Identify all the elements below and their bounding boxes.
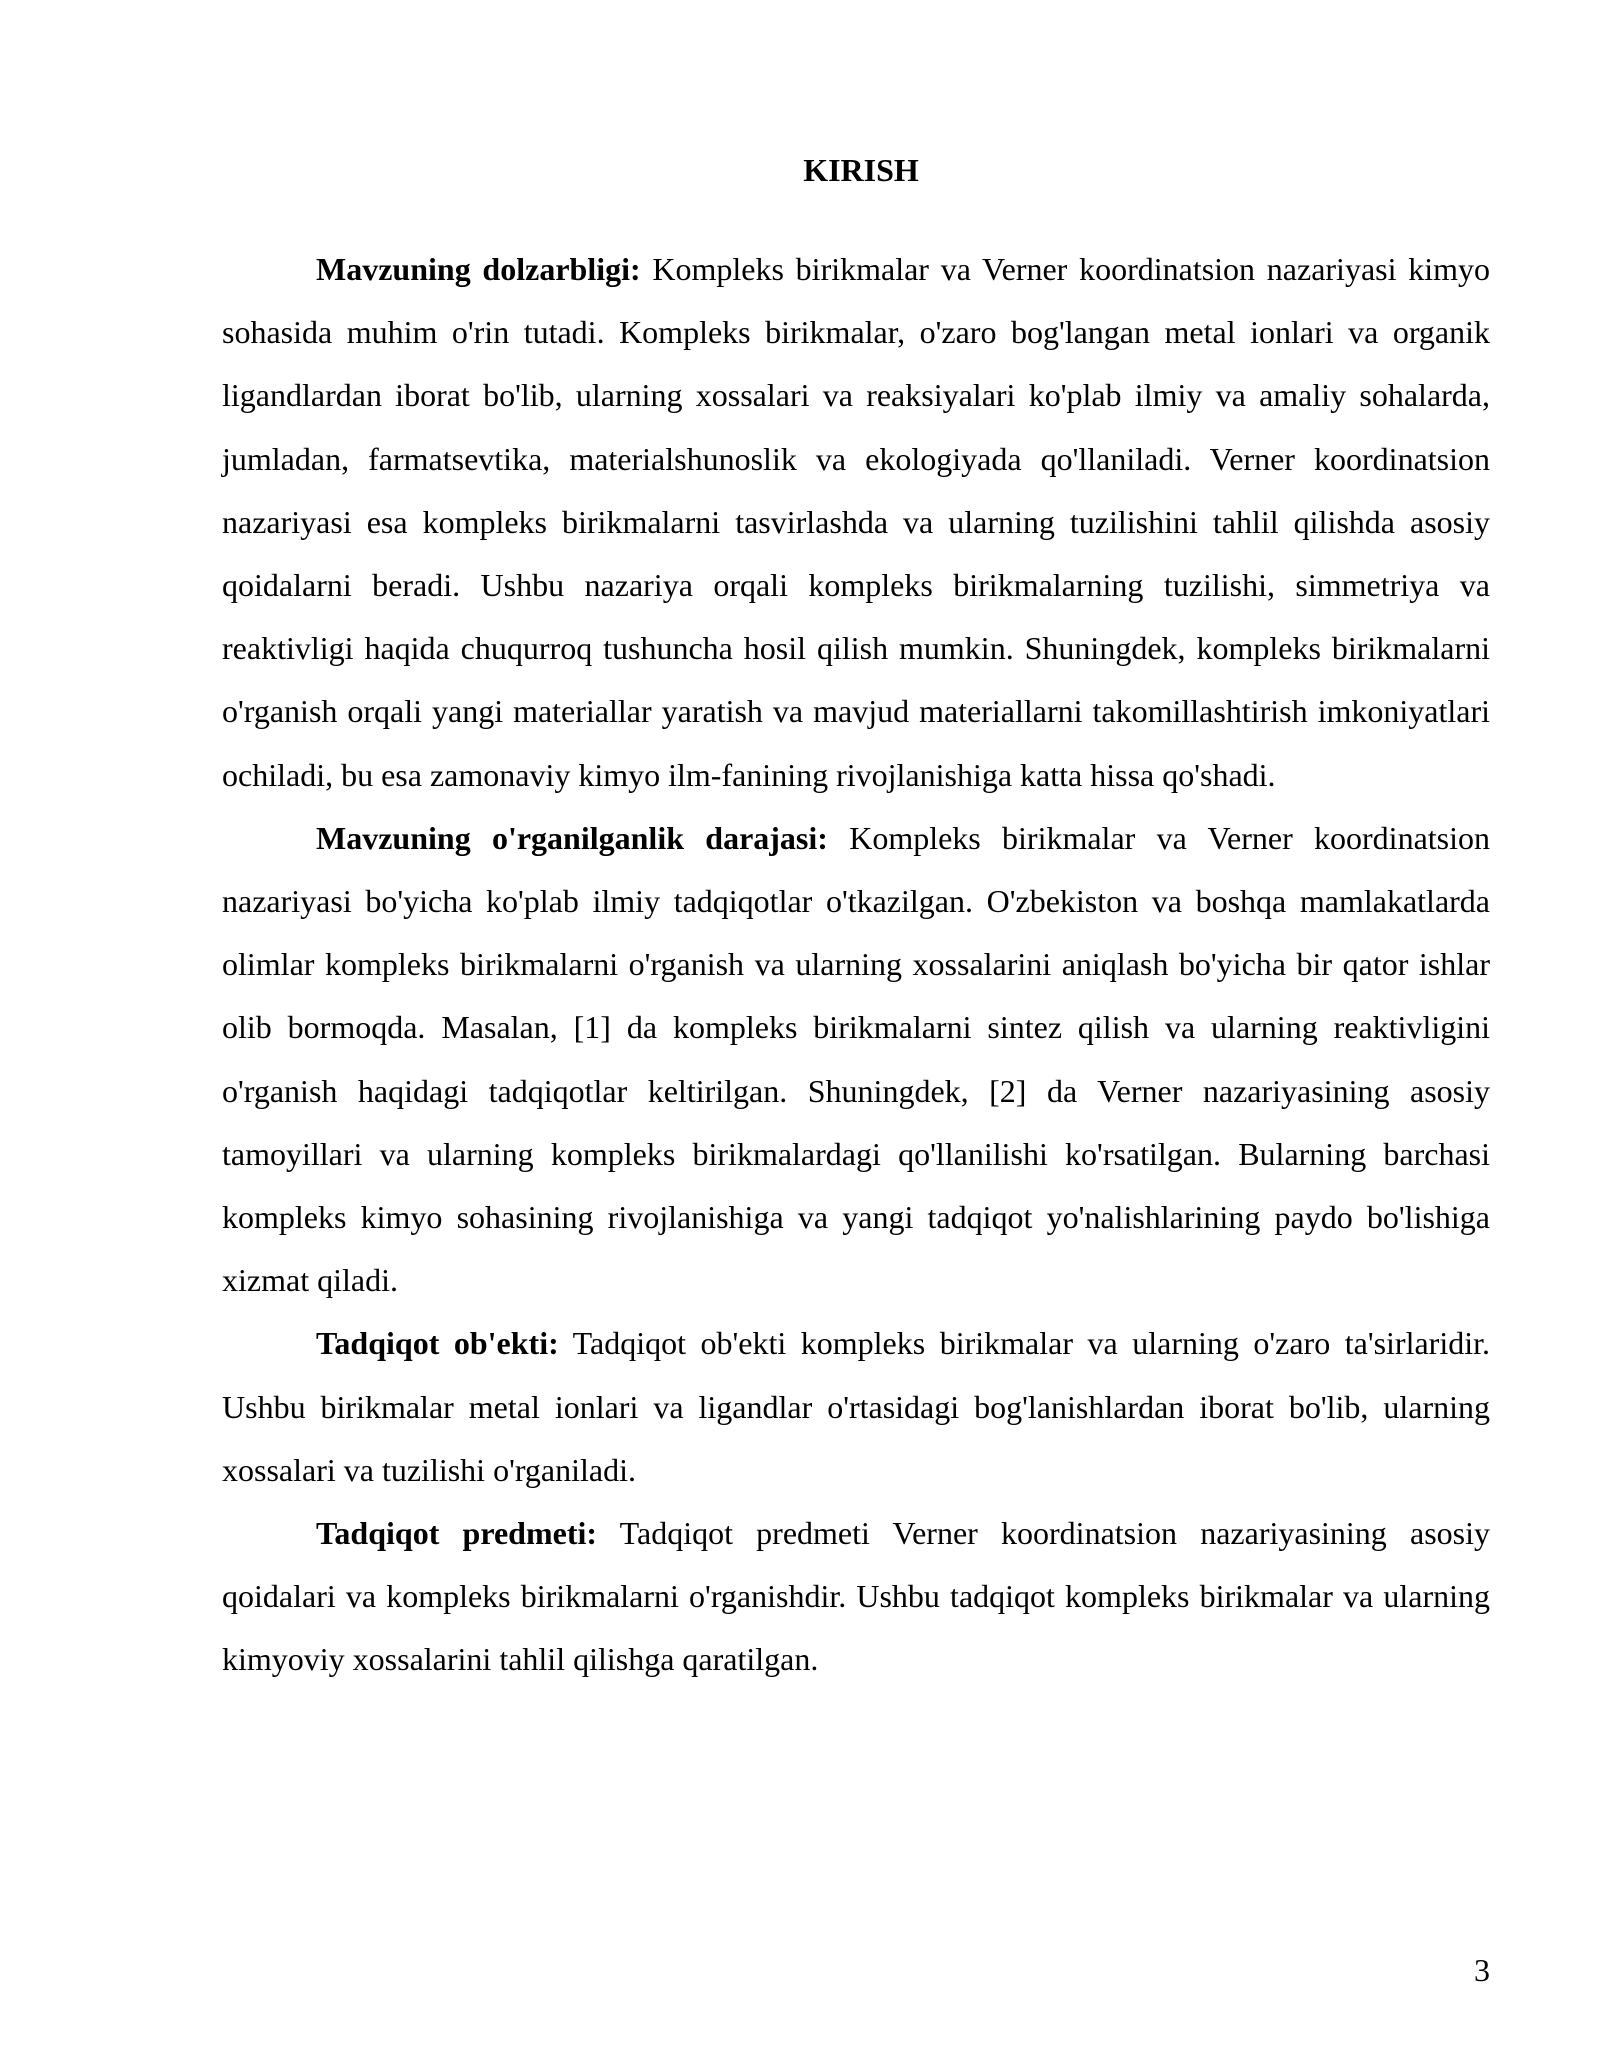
paragraph-text: Kompleks birikmalar va Verner koordinatsion nazariyasi bo'yicha ko'plab ilmiy tadqiqotlar o'tkazilgan. O'zbekiston va boshqa mamlakatlarda olimlar kompleks birikmalarni o'rganish va ularning xossalarini aniqlash bo'yicha bir qator ishlar olib bormoqda. Masalan, [1] da kompleks birikmalarni sintez qilish va ularning reaktivligini o'rganish haqidagi tadqiqotlar keltirilgan. Shuningdek, [2] da Verner nazariyasining asosiy tamoyillari va ularning kompleks birikmalardagi qo'llanilishi ko'rsatilgan. Bularning barchasi kompleks kimyo sohasining rivojlanishiga va yangi tadqiqot yo'nalishlarining paydo bo'lishiga xizmat qiladi. (222, 819, 1491, 1299)
paragraph-research-object (222, 1312, 1490, 1502)
page-number: 3 (1474, 1952, 1490, 1988)
paragraph-lead: Mavzuning dolzarbligi: (316, 251, 641, 287)
section-title: KIRISH (803, 152, 919, 188)
paragraph-research-level (222, 807, 1490, 1313)
paragraph-text: Kompleks birikmalar va Verner koordinatsion nazariyasi kimyo sohasida muhim o'rin tutadi. Kompleks birikmalar, o'zaro bog'langan metal ionlari va organik ligandlardan iborat bo'lib, ularning xossalari va reaksiyalari ko'plab ilmiy va amaliy sohalarda, jumladan, farmatsevtika, materialshunoslik va ekologiyada qo'llaniladi. Verner koordinatsion nazariyasi esa kompleks birikmalarni tasvirlashda va ularning tuzilishini tahlil qilishda asosiy qoidalarni beradi. Ushbu nazariya orqali kompleks birikmalarning tuzilishi, simmetriya va reaktivligi haqida chuqurroq tushuncha hosil qilish mumkin. Shuningdek, kompleks birikmalarni o'rganish orqali yangi materiallar yaratish va mavjud materiallarni takomillashtirish imkoniyatlari ochiladi, bu esa zamonaviy kimyo ilm-fanining rivojlanishiga katta hissa qo'shadi. (222, 251, 1491, 793)
paragraph-research-subject (222, 1502, 1490, 1692)
paragraph-text: Tadqiqot ob'ekti kompleks birikmalar va ularning o'zaro ta'sirlaridir. Ushbu birikmalar metal ionlari va ligandlar o'rtasidagi bog'lanishlardan iborat bo'lib, ularning xossalari va tuzilishi o'rganiladi. (222, 1325, 1491, 1488)
body-text (222, 238, 1490, 1692)
paragraph-relevance (222, 238, 1490, 807)
paragraph-lead: Mavzuning o'rganilganlik darajasi: (316, 819, 828, 856)
paragraph-lead: Tadqiqot ob'ekti: (316, 1325, 559, 1362)
paragraph-text: Tadqiqot predmeti Verner koordinatsion nazariyasining asosiy qoidalari va kompleks birikmalarni o'rganishdir. Ushbu tadqiqot kompleks birikmalar va ularning kimyoviy xossalarini tahlil qilishga qaratilgan. (222, 1515, 1491, 1678)
paragraph-lead: Tadqiqot predmeti: (316, 1515, 598, 1552)
